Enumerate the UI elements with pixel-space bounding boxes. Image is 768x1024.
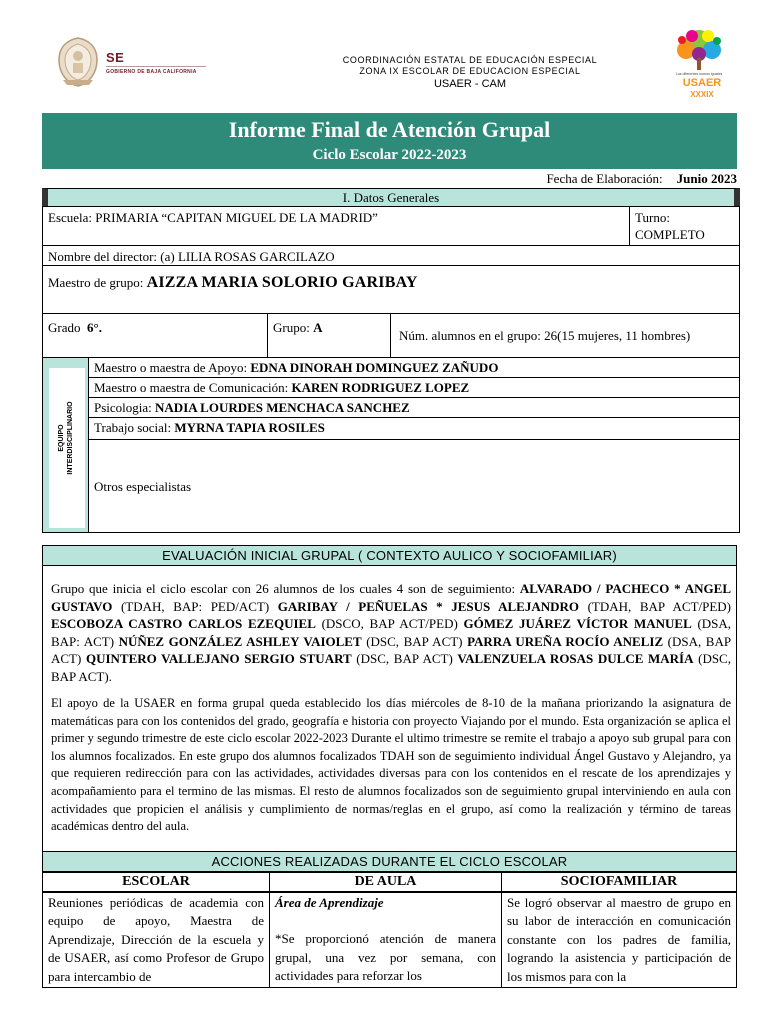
header-line-3: USAER - CAM	[433, 78, 507, 90]
student-name: GÓMEZ JUÁREZ VÍCTOR MANUEL	[463, 616, 692, 632]
grado-value: 6°.	[87, 320, 102, 335]
turno-label: Turno:	[635, 210, 670, 225]
student-info: (TDAH, BAP ACT/PED)	[587, 598, 732, 614]
alumnos-field: Núm. alumnos en el grupo: 26(15 mujeres, 11 hombres)	[390, 313, 740, 358]
usaer-motto: Los diferentes somos iguales	[675, 72, 723, 76]
fecha-value: Junio 2023	[676, 171, 737, 186]
student-info: (DSC, BAP ACT).	[51, 651, 731, 684]
turno-field	[629, 206, 740, 246]
director-field: Nombre del director: (a) LILIA ROSAS GARCILAZO	[42, 245, 740, 266]
evaluacion-heading: EVALUACIÓN INICIAL GRUPAL ( CONTEXTO AULICO Y SOCIOFAMILIAR)	[42, 545, 737, 566]
report-title: Informe Final de Atención Grupal	[228, 117, 551, 142]
psicologia-field	[88, 397, 740, 418]
evaluacion-paragraph-1	[51, 580, 731, 686]
se-logo	[106, 50, 206, 75]
trabajo-label: Trabajo social:	[94, 420, 172, 435]
student-name: GARIBAY / PEÑUELAS * JESUS ALEJANDRO	[277, 598, 580, 614]
school-cycle: Ciclo Escolar 2022-2023	[312, 147, 467, 163]
evaluacion-body	[42, 566, 737, 851]
trabajo-social-field	[88, 417, 740, 440]
evaluacion-paragraph-2: El apoyo de la USAER en forma grupal queda establecido los días miércoles de 8-10 de la mañana priorizando la asignatura de matemáticas para con los contenidos del grado, geografía e historia con proyecto Viajando por el mundo. Esta organización se aplica el primer y segundo trimestre de este ciclo escolar 2022-2023 Durante el ultimo trimestre se remite el trabajo a apoyo sub grupal para con los alumnos focalizados. En este grupo dos alumnos focalizados TDAH son de seguimiento individual Ángel Gustavo y Alejandro, ya que requieren redirección para con las actividades, actividades diversas para con los contenidos en el rescate de los aprendizajes y acompañamiento para el termino de las mismas. El resto de alumnos focalizados son de seguimiento grupal interviniendo en aula con actividades que propicien el análisis y cumplimiento de normas/reglas en el grupo, así como la realización y término de tareas académicas dentro del aula.	[51, 696, 731, 834]
datos-generales-heading: I. Datos Generales	[42, 188, 740, 207]
evaluacion-intro: Grupo que inicia el ciclo escolar con 26 alumnos de los cuales 4 son de seguimiento:	[51, 581, 516, 596]
institution-header	[300, 55, 640, 91]
trabajo-value: MYRNA TAPIA ROSILES	[174, 420, 325, 435]
student-name: ALVARADO / PACHECO * ANGEL GUSTAVO	[51, 581, 731, 614]
fecha-elaboracion	[40, 170, 737, 188]
usaer-logo-text: USAER	[682, 77, 722, 89]
baja-california-crest-icon	[55, 36, 101, 88]
acciones-col-aula-heading: DE AULA	[269, 872, 502, 892]
comunicacion-label: Maestro o maestra de Comunicación:	[94, 380, 289, 395]
acciones-aula-cell	[269, 892, 502, 988]
usaer-tree-logo-icon	[662, 24, 736, 104]
student-name: PARRA UREÑA ROCÍO ANELIZ	[467, 633, 664, 649]
equipo-interdisciplinario	[42, 357, 89, 533]
se-logo-text: SE	[106, 50, 125, 65]
psicologia-value: NADIA LOURDES MENCHACA SANCHEZ	[155, 400, 410, 415]
student-info: (DSCO, BAP ACT/PED)	[321, 616, 458, 632]
maestro-grupo-label: Maestro de grupo:	[48, 275, 144, 290]
student-info: (TDAH, BAP: PED/ACT)	[120, 598, 270, 614]
grupo-field	[267, 313, 391, 358]
apoyo-value: EDNA DINORAH DOMINGUEZ ZAÑUDO	[250, 360, 499, 375]
acciones-col-sociofamiliar-heading: SOCIOFAMILIAR	[501, 872, 737, 892]
acciones-escolar-text: Reuniones periódicas de academia con equipo de apoyo, Maestra de Aprendizaje, Dirección de la escuela y de USAER, así como Profesor de Grupo para intercambio de	[42, 892, 270, 988]
student-info: (DSC, BAP ACT)	[356, 651, 453, 667]
escuela-field: Escuela: PRIMARIA “CAPITAN MIGUEL DE LA MADRID”	[42, 206, 630, 246]
header-line-1: COORDINACIÓN ESTATAL DE EDUCACIÓN ESPECIAL	[342, 55, 598, 65]
maestro-comunicacion-field	[88, 377, 740, 398]
psicologia-label: Psicologia:	[94, 400, 152, 415]
apoyo-label: Maestro o maestra de Apoyo:	[94, 360, 248, 375]
student-name: VALENZUELA ROSAS DULCE MARÍA	[457, 651, 694, 667]
comunicacion-value: KAREN RODRIGUEZ LOPEZ	[291, 380, 470, 395]
maestro-grupo-value: AIZZA MARIA SOLORIO GARIBAY	[146, 274, 418, 291]
grado-field	[42, 313, 268, 358]
student-name: NÚÑEZ GONZÁLEZ ASHLEY VAIOLET	[118, 633, 362, 649]
acciones-col-escolar-heading: ESCOLAR	[42, 872, 270, 892]
datos-generales-table	[42, 188, 740, 533]
acciones-heading: ACCIONES REALIZADAS DURANTE EL CICLO ESCOLAR	[42, 851, 737, 872]
usaer-logo-number: XXXIX	[690, 90, 714, 99]
se-logo-subtitle: GOBIERNO DE BAJA CALIFORNIA	[106, 69, 197, 75]
grado-label: Grado	[48, 320, 81, 335]
report-title-band	[42, 113, 737, 169]
maestro-grupo-field	[42, 265, 740, 314]
acciones-sociofamiliar-text: Se logró observar al maestro de grupo en su labor de interacción en comunicación constante con los padres de familia, logrando la asistencia y participación de los mismos para con la	[501, 892, 737, 988]
header-line-2: ZONA IX ESCOLAR DE EDUCACION ESPECIAL	[359, 66, 581, 76]
student-name: ESCOBOZA CASTRO CARLOS EZEQUIEL	[51, 616, 316, 632]
acciones-aula-text: *Se proporcionó atención de manera grupal, una vez por semana, con actividades para reforzar los	[275, 931, 496, 984]
otros-especialistas-field: Otros especialistas	[88, 439, 740, 533]
student-name: QUINTERO VALLEJANO SERGIO STUART	[85, 651, 352, 667]
grupo-label: Grupo:	[273, 320, 310, 335]
student-info: (DSA, BAP: ACT)	[51, 616, 732, 649]
equipo-label: EQUIPO INTERDISCIPLINARIO	[58, 401, 74, 475]
student-info: (DSA, BAP ACT)	[51, 633, 732, 667]
document-header	[0, 0, 768, 110]
maestro-apoyo-field	[88, 357, 740, 378]
grupo-value: A	[313, 320, 323, 335]
area-aprendizaje-title: Área de Aprendizaje	[275, 895, 384, 910]
student-info: (DSC, BAP ACT)	[366, 633, 463, 649]
fecha-label: Fecha de Elaboración:	[546, 171, 663, 186]
turno-value: COMPLETO	[635, 227, 705, 242]
